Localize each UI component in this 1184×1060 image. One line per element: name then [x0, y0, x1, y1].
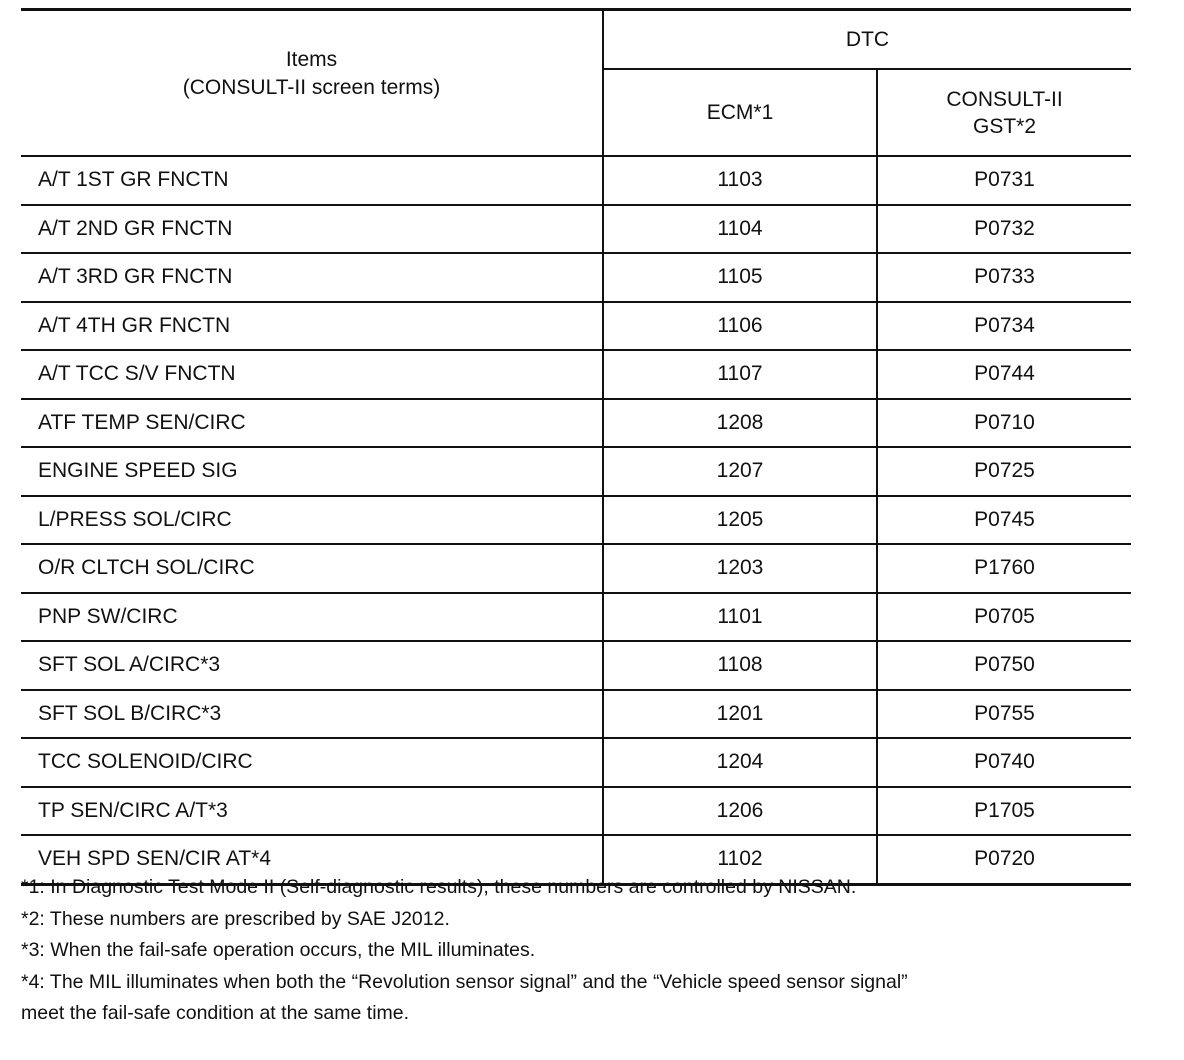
item-name-cell: TP SEN/CIRC A/T*3	[21, 787, 603, 836]
item-name-cell: TCC SOLENOID/CIRC	[21, 738, 603, 787]
ecm-code-cell: 1106	[603, 302, 877, 351]
ecm-code-cell: 1108	[603, 641, 877, 690]
table-row	[21, 253, 1131, 302]
footnote-4-line2: meet the fail-safe condition at the same time.	[21, 1002, 410, 1024]
header-row-top	[21, 10, 1131, 70]
table-body	[21, 156, 1131, 884]
gst-code-cell: P0705	[877, 593, 1131, 642]
ecm-code-cell: 1101	[603, 593, 877, 642]
ecm-code-cell: 1203	[603, 544, 877, 593]
item-name-cell: A/T 1ST GR FNCTN	[21, 156, 603, 205]
gst-code-cell: P0725	[877, 447, 1131, 496]
gst-code-cell: P0710	[877, 399, 1131, 448]
ecm-code-cell: 1206	[603, 787, 877, 836]
header-gst-line2: GST*2	[972, 114, 1037, 138]
table-row	[21, 641, 1131, 690]
item-name-cell: SFT SOL B/CIRC*3	[21, 690, 603, 739]
item-name-cell: A/T 4TH GR FNCTN	[21, 302, 603, 351]
table-row	[21, 593, 1131, 642]
item-name-cell: ATF TEMP SEN/CIRC	[21, 399, 603, 448]
table-row	[21, 496, 1131, 545]
gst-code-cell: P0732	[877, 205, 1131, 254]
gst-code-cell: P0720	[877, 835, 1131, 884]
gst-code-cell: P1760	[877, 544, 1131, 593]
item-name-cell: VEH SPD SEN/CIR AT*4	[21, 835, 603, 884]
header-dtc: DTC	[603, 10, 1131, 70]
footnote-4-line1: *4: The MIL illuminates when both the “Revolution sensor signal” and the “Vehicle speed sensor signal”	[21, 970, 908, 993]
dtc-table	[21, 8, 1131, 886]
gst-code-cell: P0734	[877, 302, 1131, 351]
header-items	[21, 10, 603, 157]
ecm-code-cell: 1204	[603, 738, 877, 787]
gst-code-cell: P0731	[877, 156, 1131, 205]
ecm-code-cell: 1205	[603, 496, 877, 545]
footnote-4	[21, 967, 1141, 1030]
ecm-code-cell: 1207	[603, 447, 877, 496]
table-row	[21, 447, 1131, 496]
footnote-2: *2: These numbers are prescribed by SAE J2012.	[21, 907, 450, 930]
header-items-title: Items	[285, 48, 338, 71]
table-row	[21, 205, 1131, 254]
item-name-cell: SFT SOL A/CIRC*3	[21, 641, 603, 690]
header-items-subtitle: (CONSULT-II screen terms)	[182, 76, 441, 99]
gst-code-cell: P0755	[877, 690, 1131, 739]
item-name-cell: PNP SW/CIRC	[21, 593, 603, 642]
gst-code-cell: P0745	[877, 496, 1131, 545]
table-row	[21, 738, 1131, 787]
item-name-cell: A/T TCC S/V FNCTN	[21, 350, 603, 399]
table-row	[21, 350, 1131, 399]
item-name-cell: ENGINE SPEED SIG	[21, 447, 603, 496]
ecm-code-cell: 1102	[603, 835, 877, 884]
header-ecm: ECM*1	[603, 69, 877, 156]
item-name-cell: A/T 2ND GR FNCTN	[21, 205, 603, 254]
ecm-code-cell: 1107	[603, 350, 877, 399]
gst-code-cell: P0750	[877, 641, 1131, 690]
ecm-code-cell: 1103	[603, 156, 877, 205]
table-row	[21, 690, 1131, 739]
gst-code-cell: P0740	[877, 738, 1131, 787]
table-row	[21, 302, 1131, 351]
item-name-cell: O/R CLTCH SOL/CIRC	[21, 544, 603, 593]
header-gst-line1: CONSULT-II	[946, 87, 1063, 111]
table-row	[21, 156, 1131, 205]
ecm-code-cell: 1105	[603, 253, 877, 302]
table-row	[21, 787, 1131, 836]
item-name-cell: A/T 3RD GR FNCTN	[21, 253, 603, 302]
gst-code-cell: P0744	[877, 350, 1131, 399]
ecm-code-cell: 1208	[603, 399, 877, 448]
ecm-code-cell: 1104	[603, 205, 877, 254]
gst-code-cell: P0733	[877, 253, 1131, 302]
table-row	[21, 399, 1131, 448]
footnote-1: *1: In Diagnostic Test Mode II (Self-diagnostic results), these numbers are controlled by NISSAN.	[21, 876, 857, 898]
header-gst	[877, 69, 1131, 156]
footnote-3: *3: When the fail-safe operation occurs, the MIL illuminates.	[21, 939, 536, 961]
gst-code-cell: P1705	[877, 787, 1131, 836]
table-row	[21, 544, 1131, 593]
ecm-code-cell: 1201	[603, 690, 877, 739]
item-name-cell: L/PRESS SOL/CIRC	[21, 496, 603, 545]
footnotes	[21, 872, 1141, 1030]
